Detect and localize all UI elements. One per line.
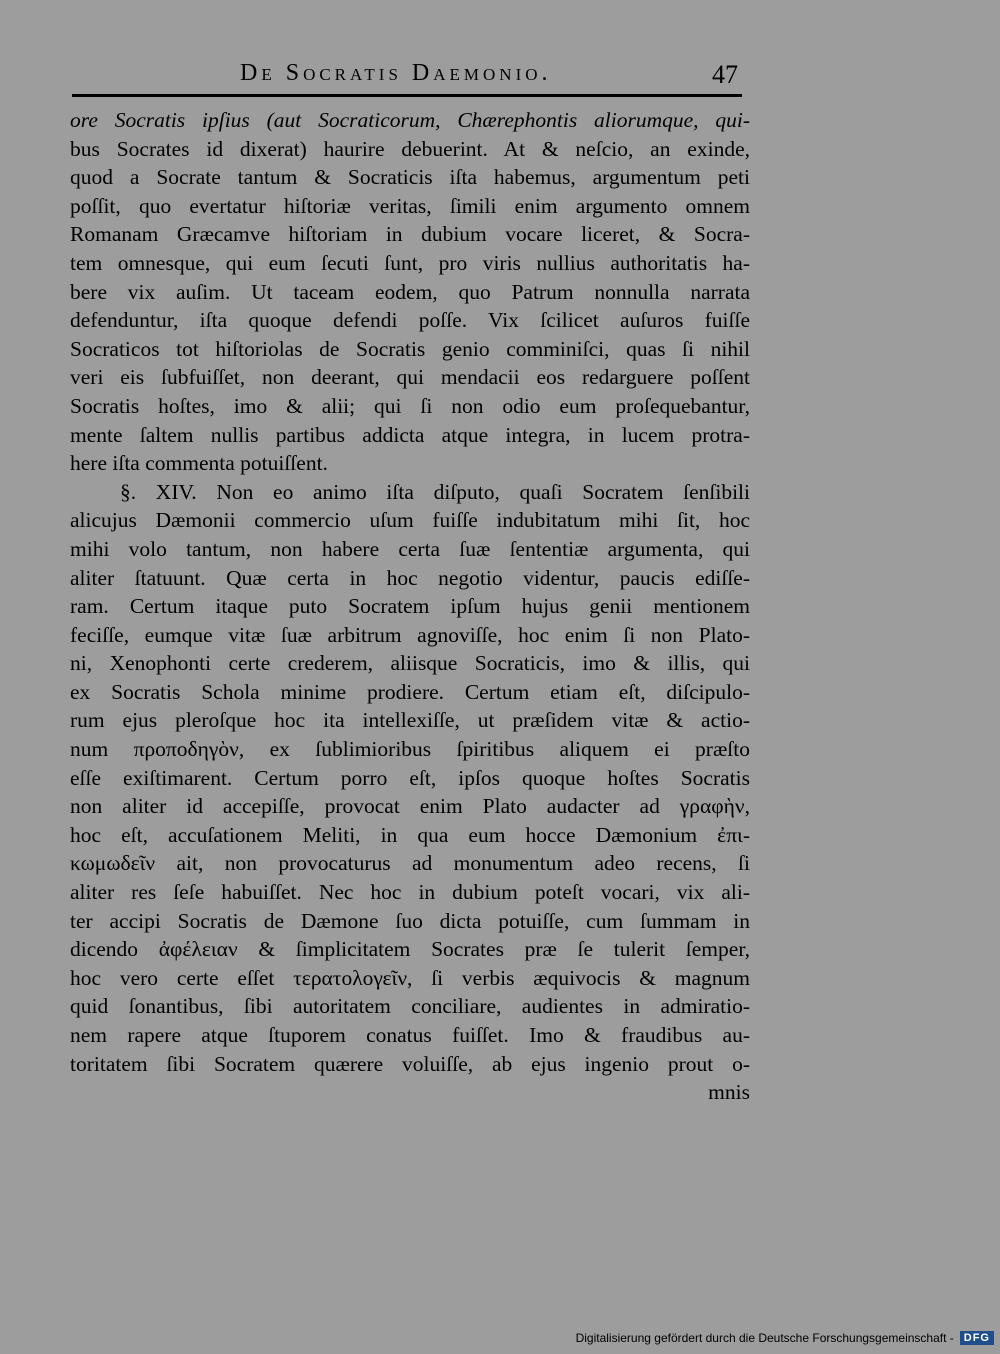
text-line: Socratis hoſtes, imo & alii; qui ſi non odio eum proſequebantur, [70, 393, 750, 418]
text-line: Socraticos tot hiſtoriolas de Socratis genio comminiſci, quas ſi nihil [70, 336, 750, 361]
text-line: nem rapere atque ſtuporem conatus fuiſſet. Imo & fraudibus au- [70, 1023, 750, 1047]
text-line: veri eis ſubfuiſſet, non deerant, qui mendacii eos redarguere poſſent [70, 365, 750, 390]
text-line: mihi volo tantum, non habere certa ſuæ ſententiæ argumenta, qui [70, 536, 750, 561]
text-line: mente ſaltem nullis partibus addicta atque integra, in lucem protra- [70, 422, 750, 447]
footer-credit: Digitalisierung gefördert durch die Deutsche Forschungsgemeinschaft - [575, 1331, 954, 1345]
text-line: here iſta commenta potuiſſent. [70, 451, 328, 476]
text-line: defenduntur, iſta quoque defendi poſſe. Vix ſcilicet auſuros fuiſſe [70, 308, 750, 333]
text-line: eſſe exiſtimarent. Certum porro eſt, ipſos quoque hoſtes Socratis [70, 765, 750, 790]
section-heading-line: §. XIV. Non eo animo iſta diſputo, quaſi Socratem ſenſibili [120, 479, 750, 504]
body-text [70, 106, 750, 1107]
text-line: hoc vero certe eſſet τερατολογεῖν, ſi verbis æquivocis & magnum [70, 965, 750, 990]
text-line: alicujus Dæmonii commercio uſum fuiſſe indubitatum mihi ſit, hoc [70, 508, 750, 533]
header-rule [72, 94, 742, 97]
text-line: ni, Xenophonti certe crederem, aliisque Socraticis, imo & illis, qui [70, 651, 750, 676]
text-line: ex Socratis Schola minime prodiere. Certum etiam eſt, diſcipulo- [70, 679, 750, 704]
text-line: num προποδηγὸν, ex ſublimioribus ſpiritibus aliquem ei præſto [70, 737, 750, 762]
dfg-logo: DFG [960, 1331, 994, 1345]
text-line: quid ſonantibus, ſibi autoritatem conciliare, audientes in admiratio- [70, 994, 750, 1019]
text-line: κωμωδεῖν ait, non provocaturus ad monumentum adeo recens, ſi [70, 851, 750, 876]
catchword: mnis [708, 1080, 750, 1105]
text-line: dicendo ἀφέλειαν & ſimplicitatem Socrates præ ſe tulerit ſemper, [70, 937, 750, 962]
text-line: ore Socratis ipſius (aut Socraticorum, Chærephontis aliorumque, qui- [70, 108, 750, 132]
page-number: 47 [712, 60, 738, 89]
running-head [72, 60, 742, 90]
text-line: Romanam Græcamve hiſtoriam in dubium vocare liceret, & Socra- [70, 222, 750, 247]
text-line: poſſit, quo evertatur hiſtoriæ veritas, ſimili enim argumento omnem [70, 193, 750, 218]
text-line: rum ejus pleroſque hoc ita intellexiſſe, ut præſidem vitæ & actio- [70, 708, 750, 733]
text-line: bere vix auſim. Ut taceam eodem, quo Patrum nonnulla narrata [70, 279, 750, 304]
text-line: aliter ſtatuunt. Quæ certa in hoc negotio videntur, paucis ediſſe- [70, 565, 750, 590]
text-line: bus Socrates id dixerat) haurire debuerint. At & neſcio, an exinde, [70, 136, 750, 161]
digitization-footer [576, 1328, 994, 1348]
text-line: toritatem ſibi Socratem quærere voluiſſe, ab ejus ingenio prout o- [70, 1051, 750, 1076]
text-line: hoc eſt, accuſationem Meliti, in qua eum hocce Dæmonium ἐπι- [70, 822, 750, 847]
text-line: non aliter id accepiſſe, provocat enim Plato audacter ad γραφὴν, [70, 794, 750, 819]
text-line: tem omnesque, qui eum ſecuti ſunt, pro viris nullius authoritatis ha- [70, 250, 750, 275]
text-line: feciſſe, eumque vitæ ſuæ arbitrum agnoviſſe, hoc enim ſi non Plato- [70, 622, 750, 647]
running-title: De Socratis Daemonio. [240, 60, 552, 86]
text-line: ram. Certum itaque puto Socratem ipſum hujus genii mentionem [70, 594, 750, 619]
text-line: ter accipi Socratis de Dæmone ſuo dicta potuiſſe, cum ſummam in [70, 908, 750, 933]
text-line: quod a Socrate tantum & Socraticis iſta habemus, argumentum peti [70, 165, 750, 190]
text-line: aliter res ſeſe habuiſſet. Nec hoc in dubium poteſt vocari, vix ali- [70, 880, 750, 905]
